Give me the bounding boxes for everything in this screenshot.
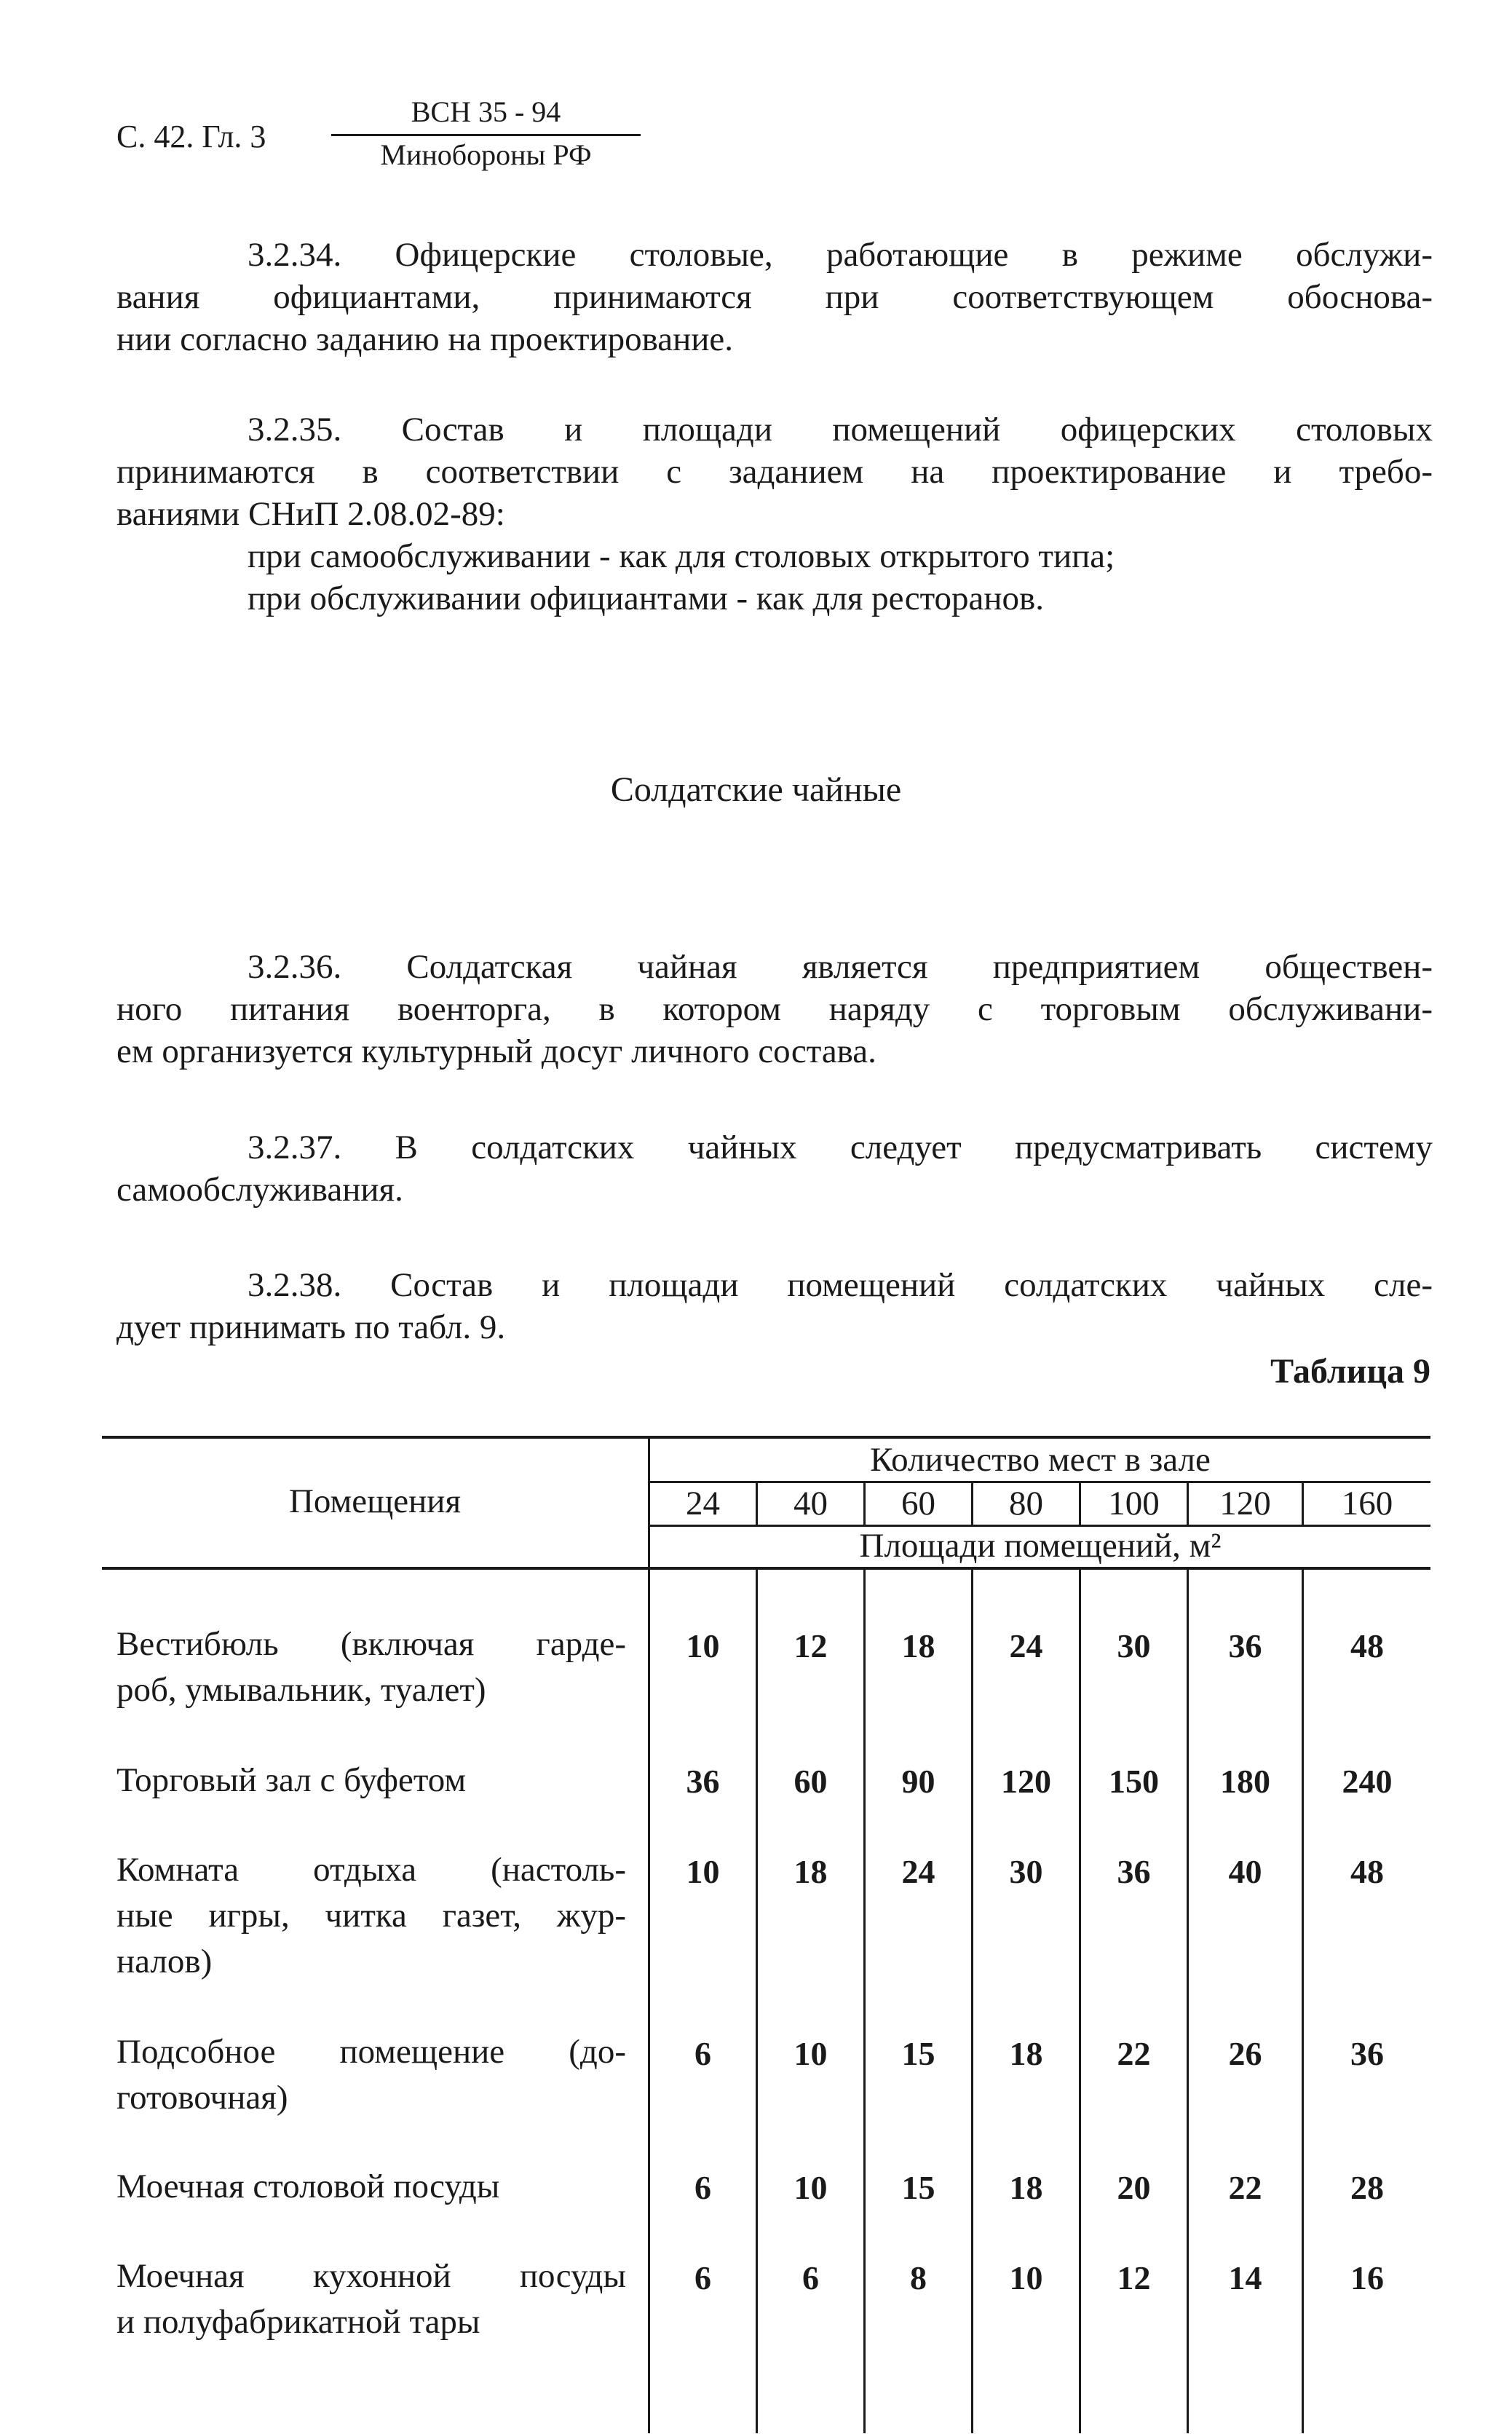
table-cell: 36 <box>1228 1627 1262 1664</box>
table-cell: 6 <box>802 2259 819 2296</box>
table-cell: 150 <box>1109 1763 1159 1800</box>
table-cell: 10 <box>1009 2259 1043 2296</box>
paragraph-line: дует принимать по табл. 9. <box>116 1308 506 1346</box>
paragraph-line: нии согласно заданию на проектирование. <box>116 320 734 358</box>
table-cell: 12 <box>793 1627 828 1664</box>
table-cell: 15 <box>901 2035 935 2072</box>
table-cell: 60 <box>793 1763 828 1800</box>
table-cell: 36 <box>686 1763 720 1800</box>
table-cell: 12 <box>1117 2259 1151 2296</box>
table-cell: 18 <box>1009 2035 1043 2072</box>
seat-count-header: 100 <box>1108 1485 1160 1522</box>
table-cell: 36 <box>1350 2035 1384 2072</box>
paragraph-line: ного питания военторга, в котором наряду с торговым обслуживани- <box>116 990 1433 1028</box>
paragraph-line: самообслуживания. <box>116 1171 403 1209</box>
table-row-label: Вестибюль (включая гарде- роб, умывальник, туалет) <box>116 1625 626 1709</box>
seat-count-header: 80 <box>1009 1485 1043 1522</box>
paragraph-line: 3.2.38. Состав и площади помещений солдатских чайных сле- <box>248 1266 1433 1304</box>
table-cell: 48 <box>1350 1853 1384 1890</box>
table-row-label: Торговый зал с буфетом <box>116 1761 467 1799</box>
table-cell: 10 <box>686 1853 720 1890</box>
table-row-label: Подсобное помещение (до- готовочная) <box>116 2033 626 2117</box>
paragraph-line: 3.2.37. В солдатских чайных следует предусматривать систему <box>248 1129 1433 1166</box>
table-cell: 18 <box>1009 2169 1043 2206</box>
table-cell: 180 <box>1220 1763 1270 1800</box>
column-header-rooms: Помещения <box>288 1482 462 1520</box>
seat-count-header: 60 <box>901 1485 935 1522</box>
paragraph-line: при обслуживании официантами - как для ресторанов. <box>248 580 1044 617</box>
seat-count-header: 24 <box>686 1485 720 1522</box>
table-cell: 90 <box>901 1763 935 1800</box>
table-header-bottom-rule <box>102 1567 1430 1570</box>
document-code: ВСН 35 - 94 <box>331 93 641 136</box>
paragraph-line: ваниями СНиП 2.08.02-89: <box>116 495 505 533</box>
table-cell: 40 <box>1228 1853 1262 1890</box>
table-cell: 28 <box>1350 2169 1384 2206</box>
column-group-header: Количество мест в зале <box>870 1441 1211 1479</box>
paragraph-line: ем организуется культурный досуг личного состава. <box>116 1032 876 1070</box>
table-cell: 26 <box>1228 2035 1262 2072</box>
column-separator <box>1302 1570 1304 2433</box>
table-cell: 30 <box>1117 1627 1151 1664</box>
table-cell: 10 <box>686 1627 720 1664</box>
unit-header: Площади помещений, м² <box>859 1527 1222 1565</box>
table-cell: 15 <box>901 2169 935 2206</box>
table-cell: 20 <box>1117 2169 1151 2206</box>
document-organization: Минобороны РФ <box>380 138 592 171</box>
seat-count-header: 160 <box>1341 1485 1393 1522</box>
table-cell: 18 <box>793 1853 828 1890</box>
table-cell: 24 <box>1009 1627 1043 1664</box>
seat-count-header: 40 <box>793 1485 828 1522</box>
table-caption: Таблица 9 <box>1270 1352 1430 1391</box>
table-cell: 6 <box>694 2259 711 2296</box>
table-cell: 18 <box>901 1627 935 1664</box>
column-separator <box>1187 1570 1189 2433</box>
table-cell: 22 <box>1228 2169 1262 2206</box>
paragraph-line: вания официантами, принимаются при соответствующем обоснова- <box>116 278 1433 316</box>
table-cell: 30 <box>1009 1853 1043 1890</box>
table-row-label: Моечная кухонной посуды и полуфабрикатной тары <box>116 2257 626 2341</box>
table-cell: 240 <box>1342 1763 1393 1800</box>
table-cell: 6 <box>694 2169 711 2206</box>
paragraph-line: при самообслуживании - как для столовых открытого типа; <box>248 537 1115 575</box>
table-row-label: Комната отдыха (настоль- ные игры, читка газет, жур- налов) <box>116 1851 626 1980</box>
table-group-rule <box>648 1481 1430 1483</box>
column-separator <box>756 1570 758 2433</box>
table-cell: 6 <box>694 2035 711 2072</box>
column-separator <box>971 1570 973 2433</box>
table-cell: 36 <box>1117 1853 1151 1890</box>
table-cell: 8 <box>910 2259 927 2296</box>
column-separator <box>863 1570 866 2433</box>
paragraph-line: принимаются в соответствии с заданием на проектирование и требо- <box>116 453 1433 491</box>
table-cell: 16 <box>1350 2259 1384 2296</box>
paragraph-line: 3.2.35. Состав и площади помещений офицерских столовых <box>248 411 1433 449</box>
table-9 <box>102 1436 1430 2433</box>
table-cell: 14 <box>1228 2259 1262 2296</box>
table-cell: 10 <box>793 2035 828 2072</box>
column-separator <box>1079 1570 1081 2433</box>
paragraph-line: 3.2.36. Солдатская чайная является предприятием обществен- <box>248 948 1433 986</box>
paragraph-line: 3.2.34. Офицерские столовые, работающие в режиме обслужи- <box>248 236 1433 274</box>
document-code-block <box>331 93 641 174</box>
table-row-label: Моечная столовой посуды <box>116 2168 500 2205</box>
table-cell: 48 <box>1350 1627 1384 1664</box>
table-cell: 10 <box>793 2169 828 2206</box>
table-cell: 22 <box>1117 2035 1151 2072</box>
table-top-rule <box>102 1436 1430 1439</box>
section-heading: Солдатские чайные <box>610 770 902 809</box>
table-cell: 24 <box>901 1853 935 1890</box>
page-reference: С. 42. Гл. 3 <box>116 119 266 154</box>
seat-count-header: 120 <box>1219 1485 1271 1522</box>
table-cell: 120 <box>1001 1763 1051 1800</box>
